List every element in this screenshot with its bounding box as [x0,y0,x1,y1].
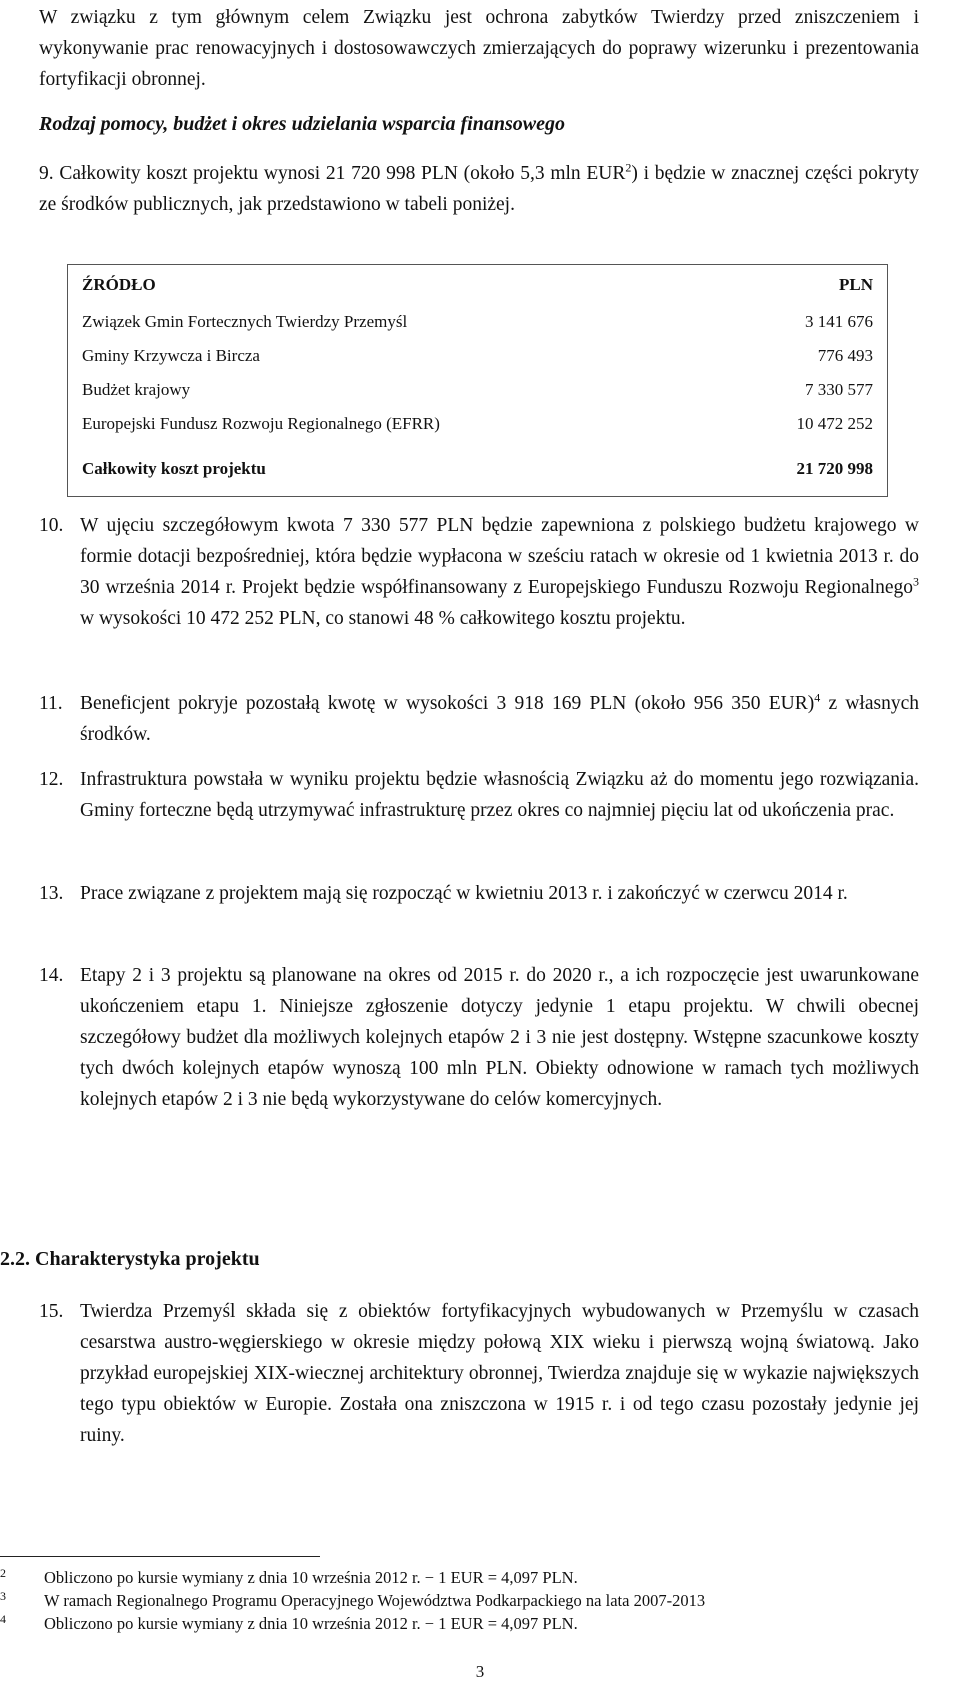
paragraph-text: ) i będzie w znacznej części pokryty ze środków publicznych, jak przedstawiono w tabeli poniżej. [39,163,920,215]
paragraph-text: z własnych środków. [80,693,919,745]
row-source: Europejski Fundusz Rozwoju Regionalnego (EFRR) [82,414,440,433]
total-label: Całkowity koszt projektu [82,458,266,478]
footnote [0,1612,940,1635]
row-pln: 776 493 [817,346,873,365]
footnote [0,1566,940,1589]
row-pln: 7 330 577 [805,380,873,399]
table-row [68,373,888,407]
paragraph-13 [39,878,919,942]
footnote-mark: 3 [0,1589,6,1603]
paragraph-number: 11. [39,693,63,714]
page-number: 3 [475,1662,485,1681]
table-row [68,339,888,373]
footnote-text: Obliczono po kursie wymiany z dnia 10 września 2012 r. − 1 EUR = 4,097 PLN. [44,1614,578,1633]
paragraph-11 [39,688,919,752]
table-header-row [68,265,888,306]
footnote-text: Obliczono po kursie wymiany z dnia 10 września 2012 r. − 1 EUR = 4,097 PLN. [44,1568,578,1587]
paragraph-10 [39,510,919,670]
footnote-ref[interactable]: 3 [913,574,919,589]
paragraph-text: Prace związane z projektem mają się rozpocząć w kwietniu 2013 r. i zakończyć w czerwcu 2014 r. [80,883,848,904]
paragraph-9 [39,158,919,220]
footnote-separator [0,1556,320,1557]
header-pln: PLN [839,275,873,294]
paragraph-number: 15. [39,1301,64,1322]
row-source: Budżet krajowy [82,380,191,399]
paragraph-number: 12. [39,769,64,790]
row-pln: 10 472 252 [796,414,873,433]
row-source: Gminy Krzywcza i Bircza [82,346,260,365]
paragraph-15 [39,1296,919,1486]
paragraph-number: 14. [39,965,64,986]
paragraph-number: 13. [39,883,64,904]
footnote-mark: 2 [0,1566,6,1580]
paragraph-text: Całkowity koszt projektu wynosi 21 720 998 PLN (około 5,3 mln EUR [59,163,626,184]
footnotes [0,1566,940,1635]
header-source: ŹRÓDŁO [82,275,156,294]
table-total-row [68,441,888,497]
paragraph-number: 9. [39,163,54,184]
paragraph-text: Beneficjent pokryje pozostałą kwotę w wysokości 3 918 169 PLN (około 956 350 EUR) [80,693,815,714]
footnote [0,1589,940,1612]
footnote-ref[interactable]: 4 [814,690,821,705]
row-source: Związek Gmin Fortecznych Twierdzy Przemyśl [82,312,408,331]
table-row [68,305,888,339]
section-heading: 2.2. Charakterystyka projektu [0,1248,260,1270]
subheading-support: Rodzaj pomocy, budżet i okres udzielania wsparcia finansowego [39,113,565,135]
footnote-text: W ramach Regionalnego Programu Operacyjnego Województwa Podkarpackiego na lata 2007-2013 [44,1591,706,1610]
paragraph-text: Etapy 2 i 3 projektu są planowane na okres od 2015 r. do 2020 r., a ich rozpoczęcie jest uwarunkowane ukończeniem etapu 1. Niniejsze zgłoszenie dotyczy jedynie 1 etapu projektu. W chwili obecnej szczegółowy budżet dla możliwych kolejnych etapów 2 i 3 nie jest dostępny. Wstępne szacunkowe koszty tych dwóch kolejnych etapów wynoszą 100 mln PLN. Obiekty odnowione w ramach tych możliwych kolejnych etapów 2 i 3 nie będą wykorzystywane do celów komercyjnych. [80,965,919,1110]
funding-table [67,264,888,497]
paragraph-text: Twierdza Przemyśl składa się z obiektów fortyfikacyjnych wybudowanych w Przemyślu w czasach cesarstwa austro-węgierskiego w okresie między połową XIX wieku i pierwszą wojną światową. Jako przykład europejskiej XIX-wiecznej architektury obronnej, Twierdza znajduje się w wykazie największych tego typu obiektów w Europie. Została ona zniszczona w 1915 r. i od tego czasu pozostały jedynie jej ruiny. [80,1301,919,1446]
paragraph-text: w wysokości 10 472 252 PLN, co stanowi 48 % całkowitego kosztu projektu. [80,608,686,629]
paragraph-14 [39,960,919,1150]
table-row [68,407,888,441]
total-value: 21 720 998 [796,458,873,478]
footnote-mark: 4 [0,1612,6,1626]
paragraph-12 [39,764,919,860]
footnote-ref[interactable]: 2 [625,160,632,175]
intro-paragraph: W związku z tym głównym celem Związku jest ochrona zabytków Twierdzy przed zniszczeniem i wykonywanie prac renowacyjnych i dostosowawczych zmierzających do poprawy wizerunku i prezentowania fortyfikacji obronnej. [39,7,919,90]
row-pln: 3 141 676 [805,312,873,331]
paragraph-number: 10. [39,515,64,536]
paragraph-text: W ujęciu szczegółowym kwota 7 330 577 PLN będzie zapewniona z polskiego budżetu krajowego w formie dotacji bezpośredniej, która będzie wypłacona w sześciu ratach w okresie od 1 kwietnia 2013 r. do 30 września 2014 r. Projekt będzie współfinansowany z Europejskiego Funduszu Rozwoju Regionalnego [80,515,919,598]
paragraph-text: Infrastruktura powstała w wyniku projektu będzie własnością Związku aż do momentu jego rozwiązania. Gminy forteczne będą utrzymywać infrastrukturę przez okres co najmniej pięciu lat od ukończenia prac. [80,769,919,821]
